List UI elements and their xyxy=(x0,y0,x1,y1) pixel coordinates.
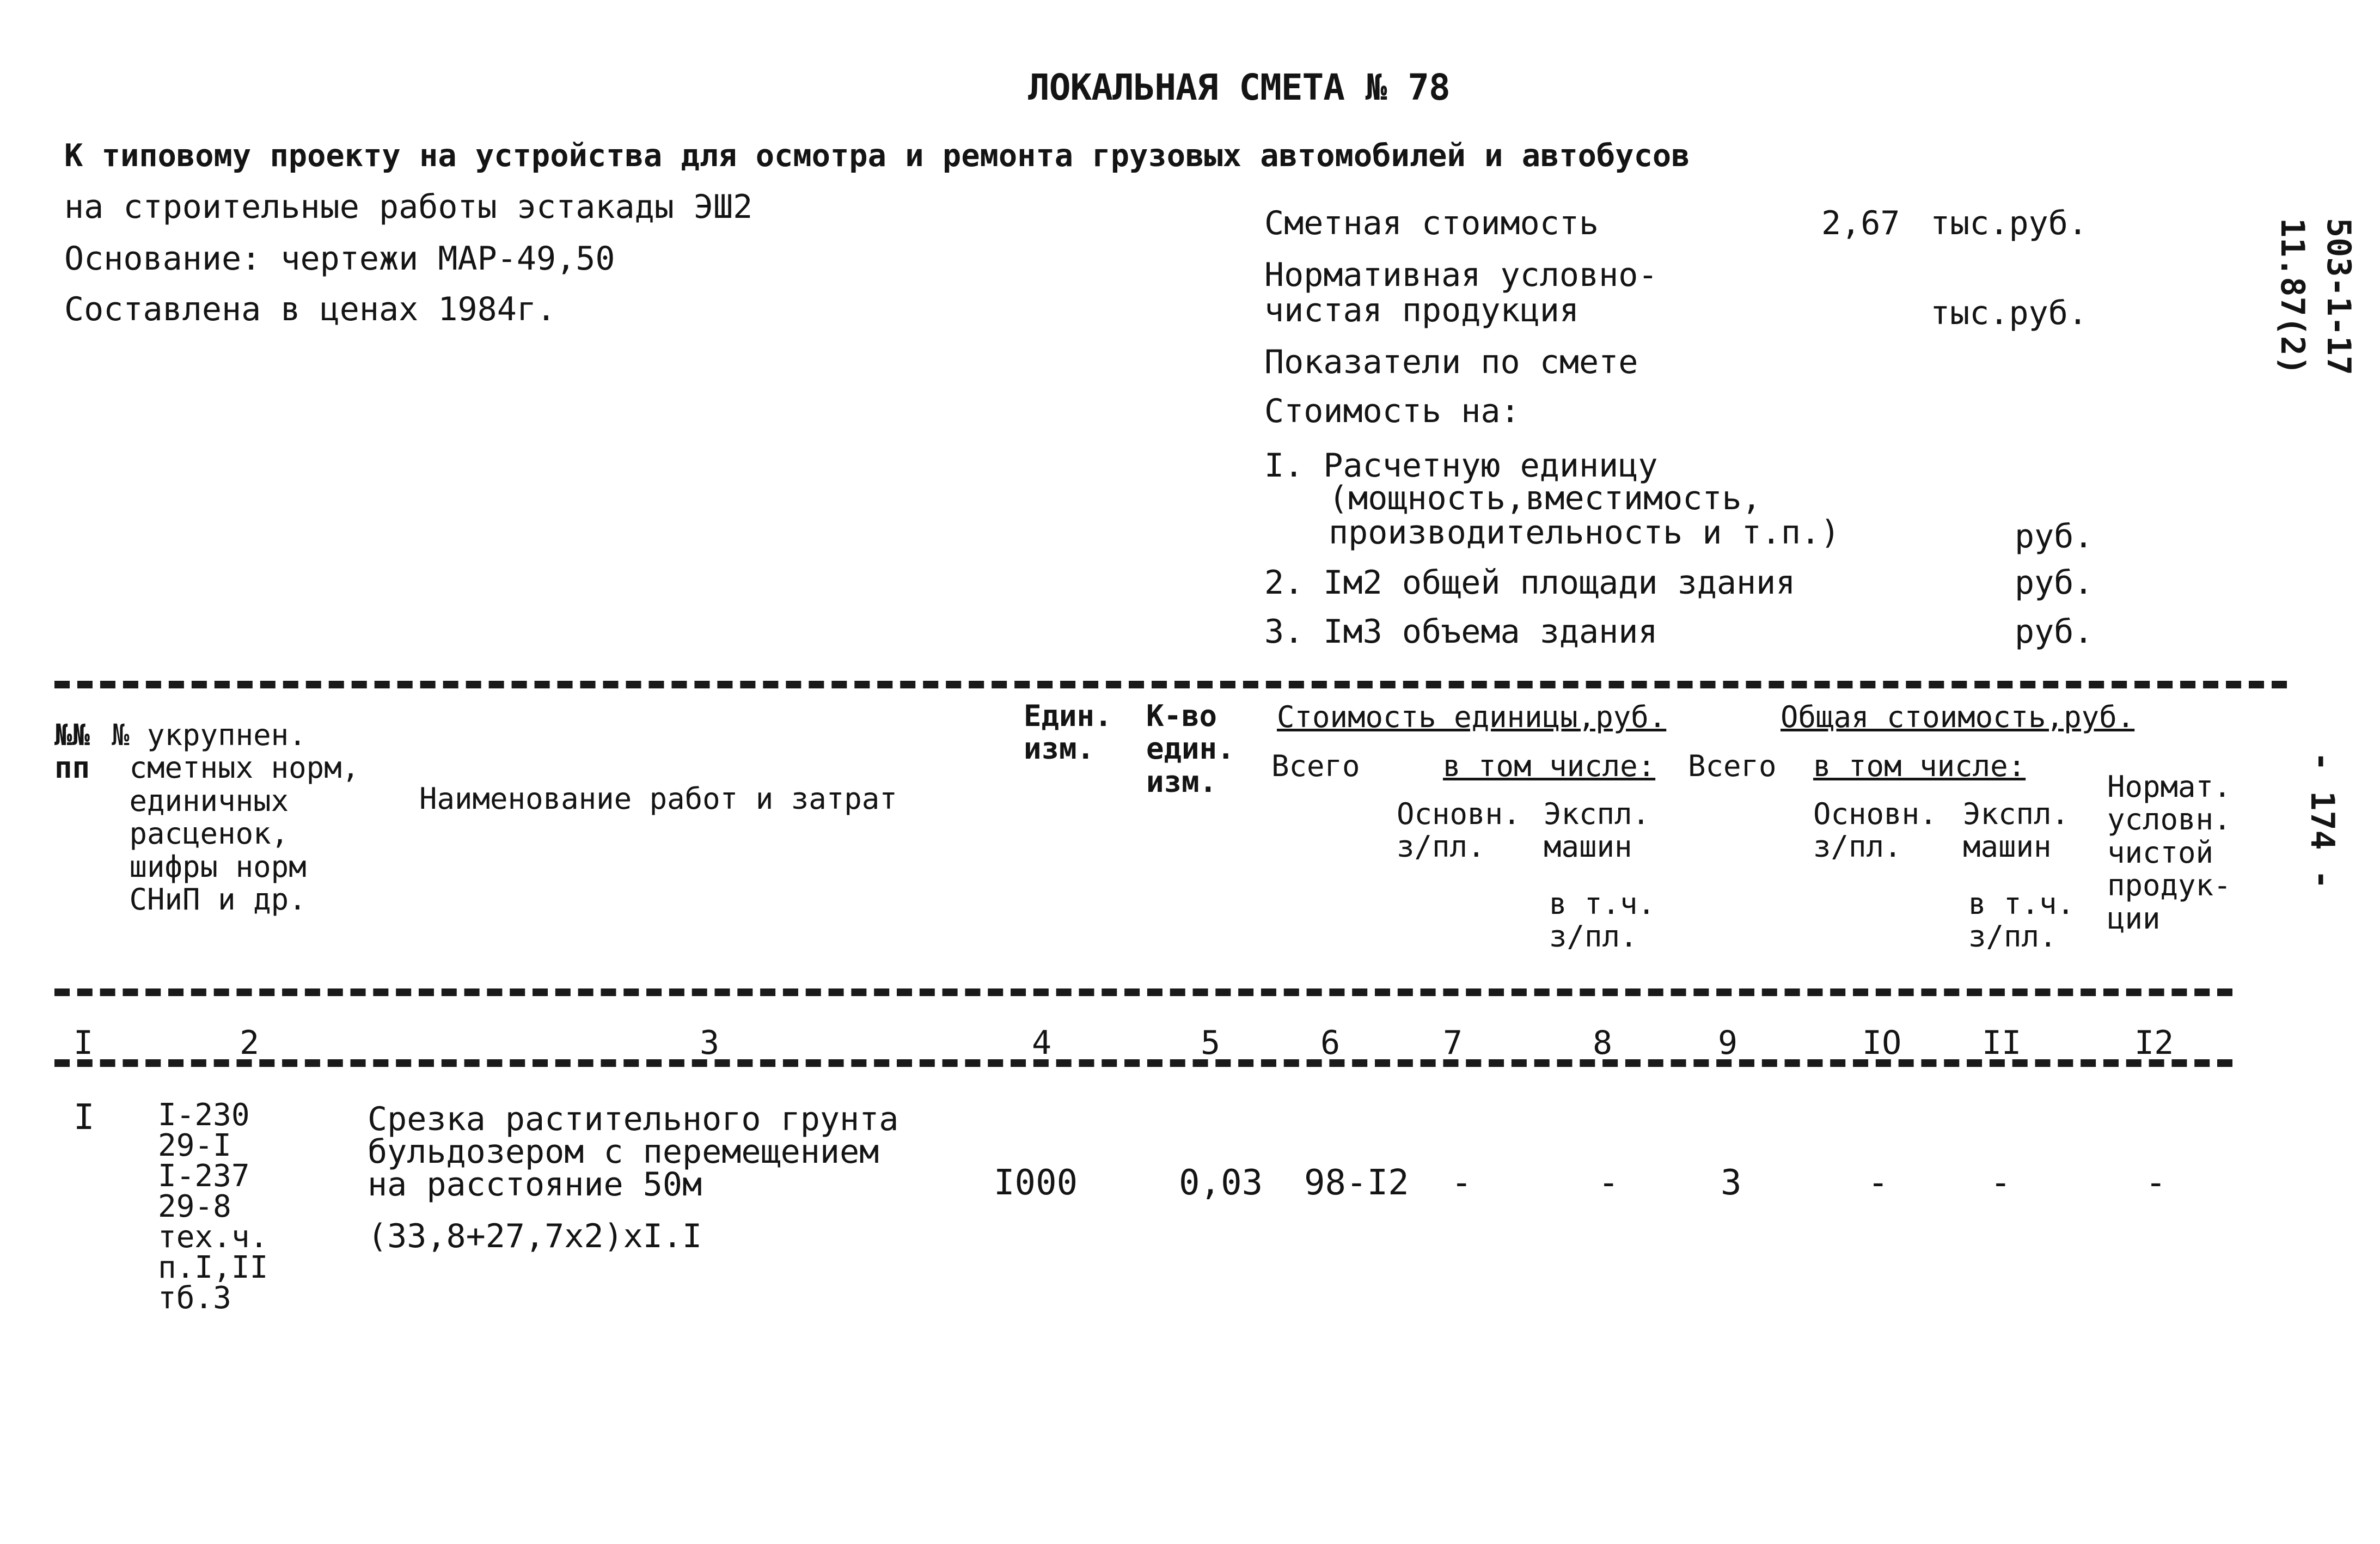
project-line-2: на строительные работы эстакады ЭШ2 xyxy=(64,188,753,226)
column-number: I2 xyxy=(2134,1024,2174,1062)
column-number: IO xyxy=(1862,1024,1902,1062)
estimate-cost-value: 2,67 xyxy=(1821,204,1900,242)
row-unit-cost-total: 98-I2 xyxy=(1304,1163,1409,1203)
column-number: 8 xyxy=(1593,1024,1613,1062)
header-col-quantity: К-во един. изм. xyxy=(1146,699,1235,799)
header-unit-machine: Экспл. машин xyxy=(1544,797,1650,864)
header-col-number: №№ пп xyxy=(54,718,90,785)
header-unit-main-wage: Основн. з/пл. xyxy=(1397,797,1521,864)
side-code-2: 11.87(2) xyxy=(2273,218,2311,375)
column-number: II xyxy=(1982,1024,2022,1062)
summary-item-2: 2. Iм2 общей площади здания xyxy=(1264,564,1796,602)
summary-item-1-line-3: производительность и т.п.) xyxy=(1329,514,1840,552)
document-title: ЛОКАЛЬНАЯ СМЕТА № 78 xyxy=(1028,66,1450,108)
column-number: 9 xyxy=(1718,1024,1738,1062)
header-unit-machine-wage: в т.ч. з/пл. xyxy=(1549,887,1656,954)
column-number: 5 xyxy=(1201,1024,1221,1062)
row-codes: I-230 29-I I-237 29-8 тех.ч. п.I,II тб.3 xyxy=(158,1097,268,1316)
column-number: I xyxy=(74,1024,94,1062)
estimate-cost-unit: тыс.руб. xyxy=(1930,204,2088,242)
normative-unit: тыс.руб. xyxy=(1930,294,2088,332)
header-bottom-rule xyxy=(54,988,2232,996)
header-norm-product: Нормат. условн. чистой продук- ции xyxy=(2107,770,2231,936)
table-top-rule xyxy=(54,681,2287,688)
normative-label-1: Нормативная условно- xyxy=(1264,256,1658,294)
summary-item-1-line-2: (мощность,вместимость, xyxy=(1329,479,1761,517)
row-unit-main-wage: - xyxy=(1451,1163,1472,1203)
row-work-name: Срезка растительного грунта бульдозером с перемещением на расстояние 50м xyxy=(368,1100,899,1204)
indicators-label: Показатели по смете xyxy=(1264,343,1638,381)
column-number: 7 xyxy=(1443,1024,1463,1062)
summary-item-3: 3. Iм3 объема здания xyxy=(1264,613,1658,651)
estimate-cost-label: Сметная стоимость xyxy=(1264,204,1599,242)
header-total-incl: в том числе: xyxy=(1813,749,2026,783)
normative-label-2: чистая продукция xyxy=(1264,291,1579,329)
summary-item-1-unit: руб. xyxy=(2015,517,2094,556)
header-total-cost-group: Общая стоимость,руб. xyxy=(1781,700,2135,734)
column-number: 3 xyxy=(700,1024,720,1062)
side-code-1: 503-1-17 xyxy=(2320,218,2358,375)
column-number: 4 xyxy=(1032,1024,1052,1062)
summary-item-3-unit: руб. xyxy=(2015,613,2094,651)
header-unit-incl: в том числе: xyxy=(1443,749,1656,783)
header-col-name: Наименование работ и затрат xyxy=(419,782,897,816)
row-formula: (33,8+27,7х2)хI.I xyxy=(368,1217,702,1255)
column-number: 6 xyxy=(1320,1024,1341,1062)
page-number: - 174 - xyxy=(2303,752,2341,889)
row-unit: I000 xyxy=(994,1163,1078,1203)
header-unit-cost-group: Стоимость единицы,руб. xyxy=(1277,700,1667,734)
row-unit-machine: - xyxy=(1598,1163,1619,1203)
header-total-total: Всего xyxy=(1688,749,1777,783)
basis-line: Основание: чертежи МАР-49,50 xyxy=(64,240,615,278)
header-unit-total: Всего xyxy=(1271,749,1360,783)
header-total-machine-wage: в т.ч. з/пл. xyxy=(1968,887,2075,954)
row-quantity: 0,03 xyxy=(1179,1163,1263,1203)
row-total-main-wage: - xyxy=(1868,1163,1889,1203)
summary-item-1-line-1: I. Расчетную единицу xyxy=(1264,447,1658,485)
header-col-codes: № укрупнен. сметных норм, единичных расценок, шифры норм СНиП и др. xyxy=(112,718,360,917)
row-number: I xyxy=(74,1097,95,1138)
header-total-machine: Экспл. машин xyxy=(1963,797,2070,864)
summary-item-2-unit: руб. xyxy=(2015,564,2094,602)
column-numbers-rule xyxy=(54,1059,2232,1067)
row-total: 3 xyxy=(1721,1163,1742,1203)
row-norm-product: - xyxy=(2145,1163,2167,1203)
compiled-line: Составлена в ценах 1984г. xyxy=(64,290,556,328)
header-total-main-wage: Основн. з/пл. xyxy=(1813,797,1937,864)
header-col-unit: Един. изм. xyxy=(1024,699,1112,766)
project-line-1: К типовому проекту на устройства для осмотра и ремонта грузовых автомобилей и автобусов xyxy=(64,138,1690,174)
column-number: 2 xyxy=(240,1024,260,1062)
row-total-machine: - xyxy=(1990,1163,2011,1203)
cost-on-label: Стоимость на: xyxy=(1264,392,1520,430)
